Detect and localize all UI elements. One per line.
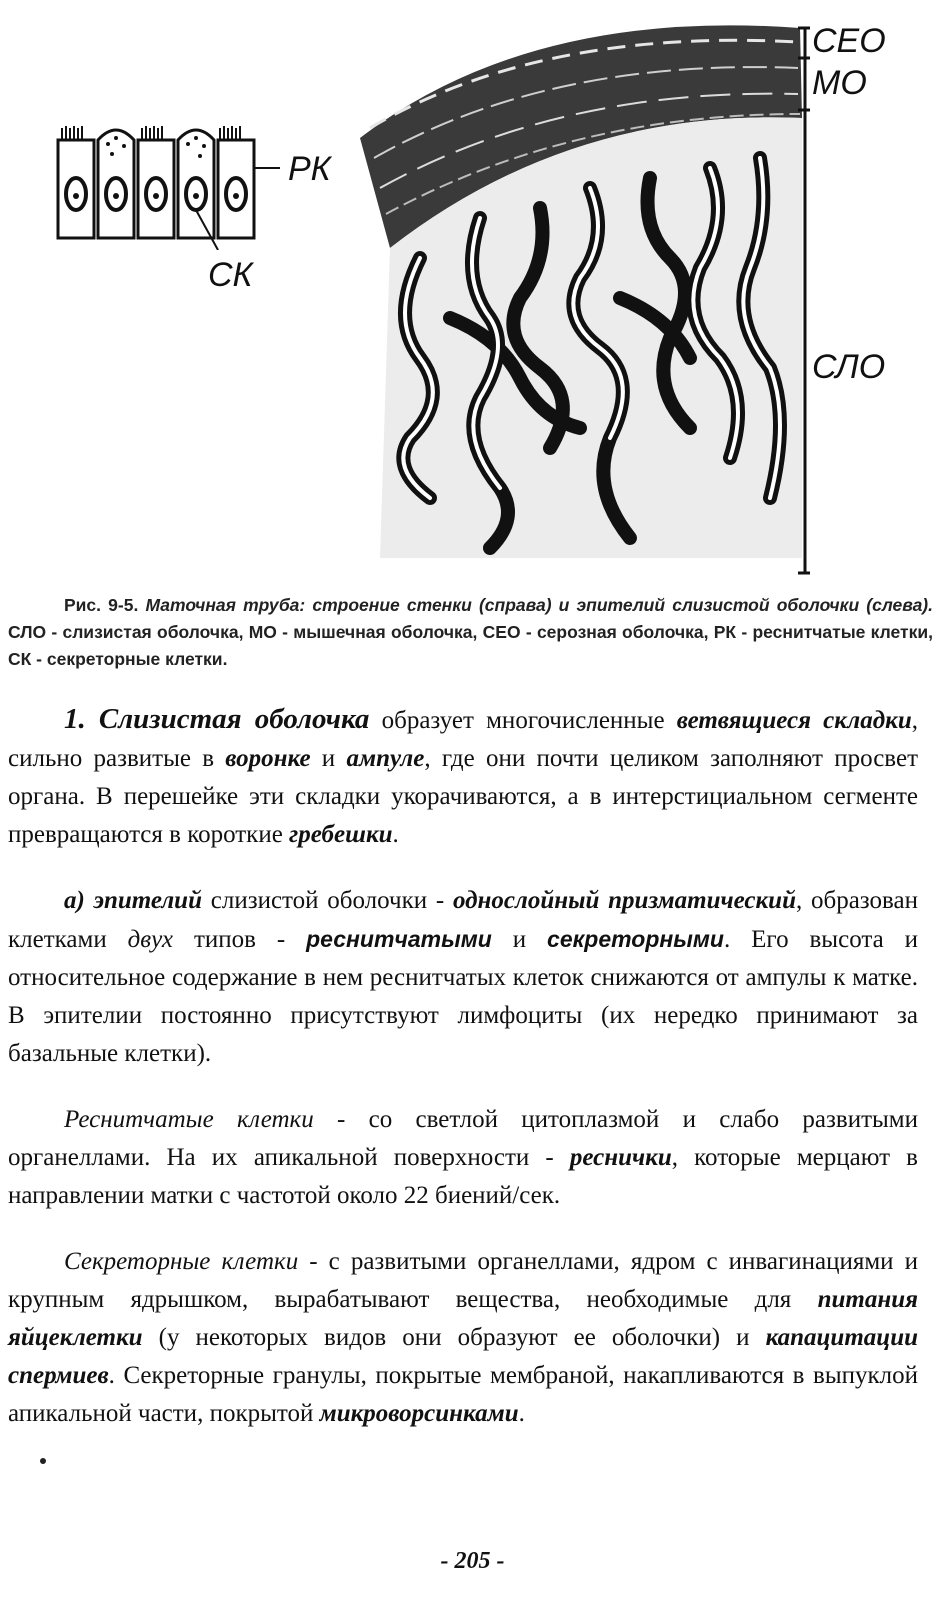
text-span: и — [491, 926, 548, 953]
emphasis: секреторными — [547, 926, 724, 952]
text-span: типов - — [173, 926, 307, 953]
emphasis: ветвящиеся складки — [676, 707, 912, 734]
text-span: слизистой оболочки - — [202, 887, 453, 914]
text-span: , образован клетками — [8, 887, 918, 953]
emphasis: реснитчатыми — [306, 926, 492, 952]
label-rk: РК — [288, 150, 331, 188]
epithelium-illustration — [50, 110, 280, 250]
label-seo: СЕО — [812, 22, 886, 60]
paragraph-epithelium — [8, 882, 918, 1073]
emphasis: воронке — [225, 745, 311, 772]
text-span: . — [392, 821, 399, 848]
caption-title: Маточная труба: строение стенки (справа) и эпителий слизистой оболочки (слева). — [145, 595, 933, 615]
tube-wall-micrograph — [350, 18, 810, 578]
emphasis: микроворсинками — [319, 1400, 519, 1427]
emphasis: двух — [127, 926, 174, 953]
emphasis: реснички — [569, 1144, 672, 1171]
text-span: (у некоторых видов они образуют ее оболочки) и — [142, 1324, 766, 1351]
caption-legend: СЛО - слизистая оболочка, МО - мышечная оболочка, СЕО - серозная оболочка, РК - реснитчатые клетки, СК - секреторные клетки. — [8, 622, 933, 669]
emphasis: питания яйцеклетки — [8, 1286, 918, 1351]
figure-9-5 — [0, 0, 945, 595]
text-span: . Его высота и относительное содержание в нем реснитчатых клеток снижаются от ампулы к матке. В эпителии постоянно присутствуют лимфоциты (их нередко принимают за базальные клетки). — [8, 926, 918, 1067]
figure-caption — [8, 592, 933, 673]
text-span: . — [518, 1400, 525, 1427]
text-span: . Секреторные гранулы, покрытые мембраной, накапливаются в выпуклой апикальной части, покрытой — [8, 1362, 918, 1427]
label-sk: СК — [208, 256, 253, 294]
paragraph-ciliated-cells — [8, 1101, 918, 1215]
page-number: - 205 - — [440, 1548, 505, 1574]
text-span: образует многочисленные — [369, 707, 677, 734]
emphasis: Реснитчатые клетки — [64, 1106, 314, 1133]
text-span: - с развитыми органеллами, ядром с инвагинациями и крупным ядрышком, вырабатывают вещества, необходимые для — [8, 1248, 919, 1313]
emphasis: гребешки — [289, 821, 393, 848]
stray-mark — [40, 1458, 46, 1464]
paragraph-heading: 1. Слизистая оболочка — [64, 703, 370, 735]
emphasis: ампуле — [346, 745, 425, 772]
text-span: , где они почти целиком заполняют просвет органа. В перешейке эти складки укорачиваются, а в интерстициальном сегменте превращаются в короткие — [8, 745, 918, 848]
emphasis: однослойный призматический — [452, 887, 796, 914]
text-span: , сильно развитые в — [8, 707, 918, 772]
emphasis: капацитации спермиев — [8, 1324, 918, 1389]
text-span: и — [310, 745, 347, 772]
caption-number: Рис. 9-5. — [64, 595, 139, 615]
paragraph-heading: а) эпителий — [64, 887, 202, 914]
paragraph-secretory-cells — [8, 1243, 918, 1433]
label-mo: МО — [812, 64, 867, 102]
label-slo: СЛО — [812, 348, 886, 386]
body-text — [8, 700, 918, 1461]
text-span: , которые мерцают в направлении матки с частотой около 22 биений/сек. — [8, 1144, 918, 1209]
paragraph-mucosa — [8, 700, 918, 854]
text-span: - со светлой цитоплазмой и слабо развитыми органеллами. На их апикальной поверхности - — [8, 1106, 918, 1171]
emphasis: Секреторные клетки — [64, 1248, 299, 1275]
